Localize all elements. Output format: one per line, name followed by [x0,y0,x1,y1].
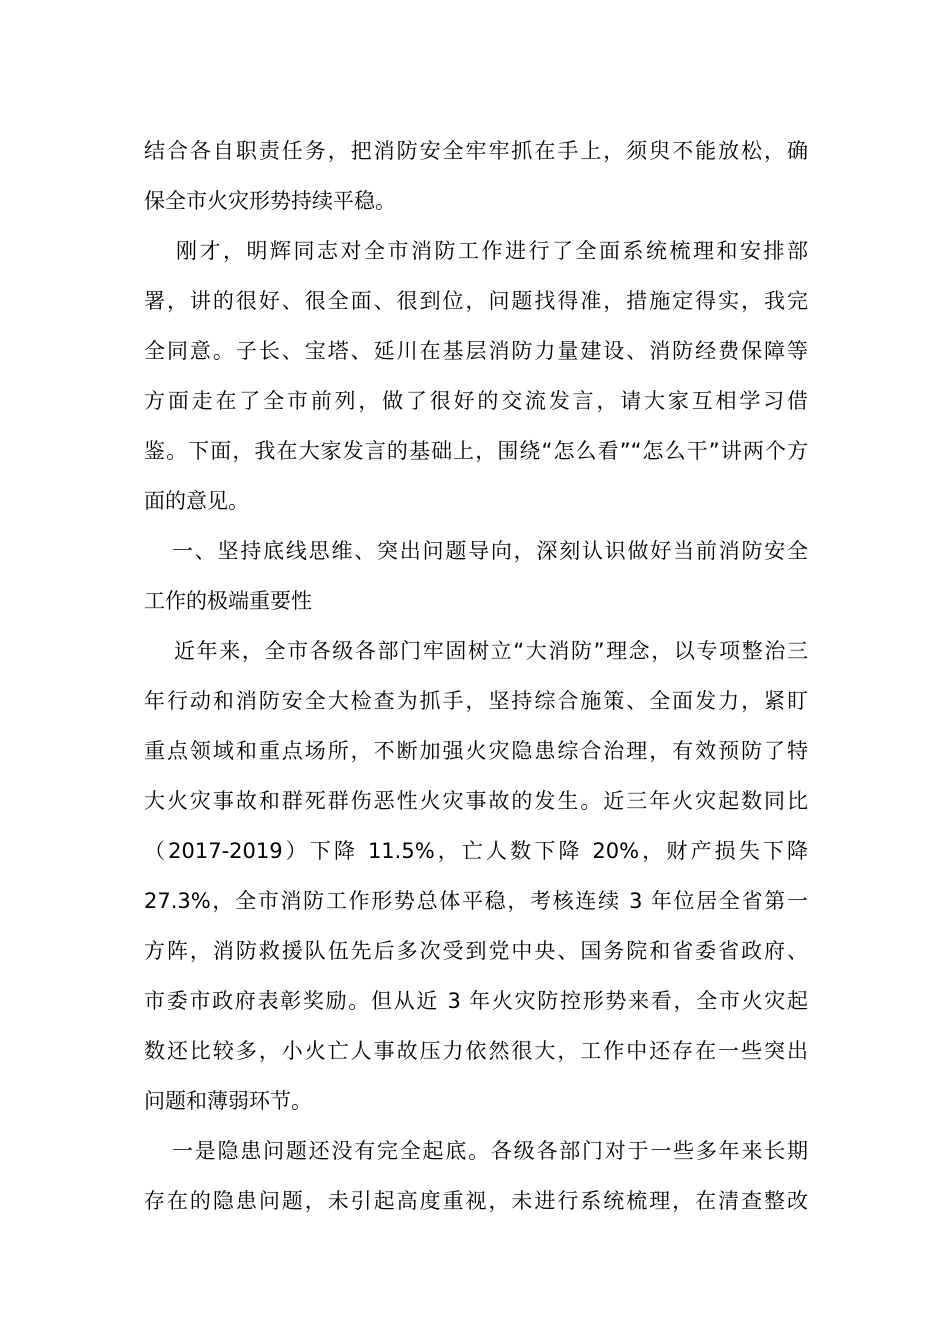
section-heading-line: 工作的极端重要性 [144,589,312,613]
text-line: 方阵，消防救援队伍先后多次受到党中央、国务院和省委省政府、 [144,939,808,963]
text-line: 保全市火灾形势持续平稳。 [144,189,396,213]
text-line: 近年来，全市各级各部门牢固树立“大消防”理念，以专项整治三 [174,639,808,663]
text-line: 鉴。下面，我在大家发言的基础上，围绕“怎么看”“怎么干”讲两个方 [144,439,808,463]
text-line: 刚才，明辉同志对全市消防工作进行了全面系统梳理和安排部 [176,239,808,263]
text-line: 全同意。子长、宝塔、延川在基层消防力量建设、消防经费保障等 [144,339,808,363]
text-line: 年行动和消防安全大检查为抓手，坚持综合施策、全面发力，紧盯 [144,689,808,713]
text-line: 数还比较多，小火亡人事故压力依然很大，工作中还存在一些突出 [144,1039,808,1063]
text-line: 面的意见。 [144,489,249,513]
text-line: （2017-2019）下降 11.5%，亡人数下降 20%，财产损失下降 [144,839,808,863]
text-line: 署，讲的很好、很全面、很到位，问题找得准，措施定得实，我完 [144,289,808,313]
text-line: 方面走在了全市前列，做了很好的交流发言，请大家互相学习借 [144,389,808,413]
text-line: 问题和薄弱环节。 [144,1089,312,1113]
document-body [144,126,808,1226]
section-heading-line: 一、坚持底线思维、突出问题导向，深刻认识做好当前消防安全 [172,539,808,563]
text-line: 市委市政府表彰奖励。但从近 3 年火灾防控形势来看，全市火灾起 [144,989,808,1013]
text-line: 结合各自职责任务，把消防安全牢牢抓在手上，须臾不能放松，确 [144,139,808,163]
text-line: 大火灾事故和群死群伤恶性火灾事故的发生。近三年火灾起数同比 [144,789,808,813]
text-line: 存在的隐患问题，未引起高度重视，未进行系统梳理，在清查整改 [144,1189,808,1213]
text-line: 27.3%，全市消防工作形势总体平稳，考核连续 3 年位居全省第一 [144,889,808,913]
text-line: 重点领域和重点场所，不断加强火灾隐患综合治理，有效预防了特 [144,739,808,763]
text-line: 一是隐患问题还没有完全起底。各级各部门对于一些多年来长期 [172,1139,808,1163]
